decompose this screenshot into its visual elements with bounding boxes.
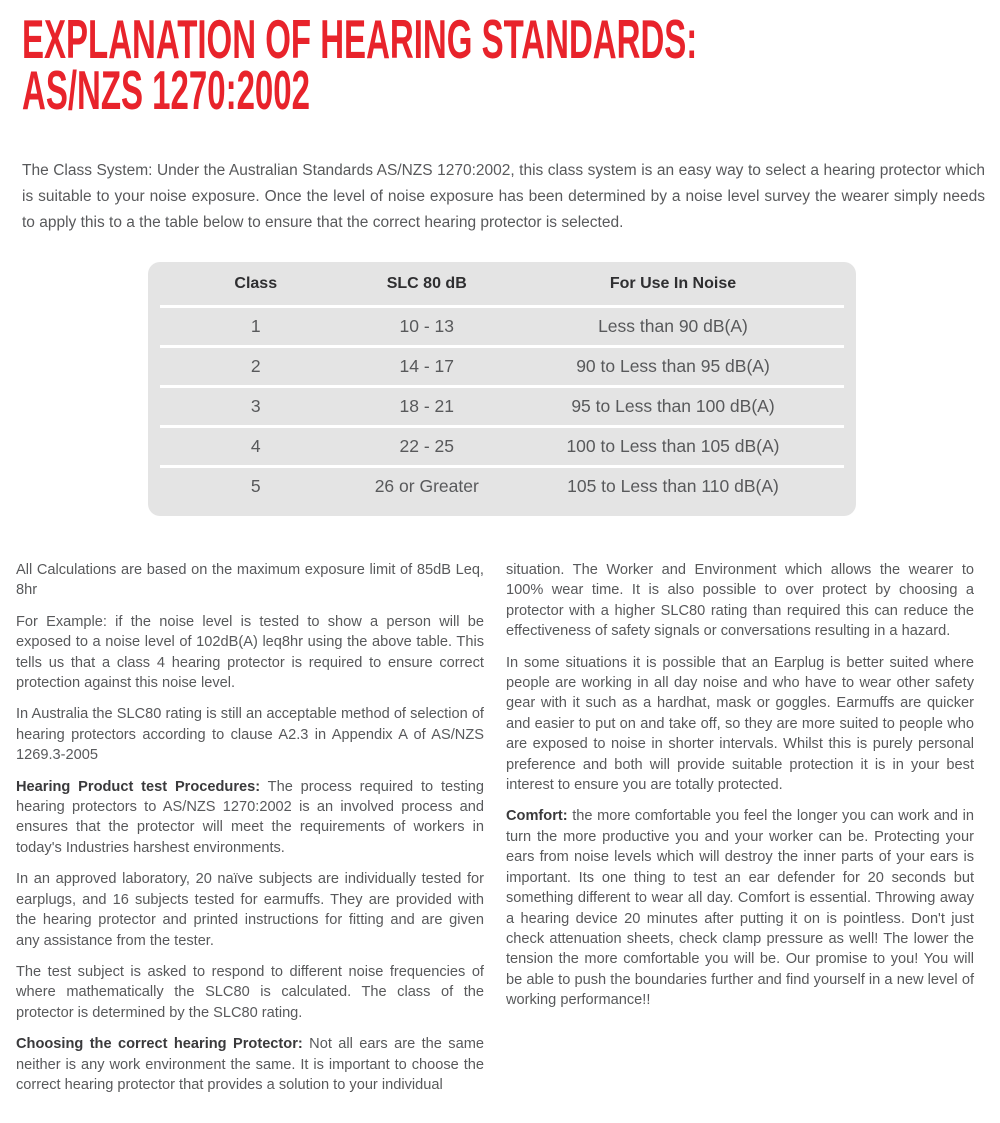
paragraph-lead: Choosing the correct hearing Protector: <box>16 1036 303 1053</box>
body-columns <box>16 560 975 1106</box>
paragraph-text: All Calculations are based on the maximum exposure limit of 85dB Leq, 8hr <box>16 562 484 599</box>
paragraph-text: For Example: if the noise level is tested to show a person will be exposed to a noise level of 102dB(A) leq8hr using the above table. This tells us that a class 4 hearing protector is required to ensure correct protection against this noise level. <box>16 613 484 692</box>
table-cell: 5 <box>250 476 261 497</box>
paragraph <box>16 869 484 951</box>
page-title <box>22 8 1000 121</box>
table-cell: 26 or Greater <box>374 476 479 497</box>
table-row <box>160 466 844 506</box>
paragraph-text: the more comfortable you feel the longer you can work and in turn the more productive you and your worker can be. Protecting your ears from noise levels which will destroy the inner parts of your ears is important. Its one thing to test an ear defender for 20 seconds but something different to wear all day. Comfort is essential. Throwing away a hearing device 20 minutes after putting it on is pointless. Don't just check attenuation sheets, check clamp pressure as well! The lower the tension the more comfortable you will be. Our promise to you! You will be able to push the boundaries further and find yourself in a new level of working performance!! <box>506 808 974 1009</box>
table-cell: 100 to Less than 105 dB(A) <box>502 426 844 466</box>
table-cell: Less than 90 dB(A) <box>502 306 844 346</box>
column-right <box>506 560 974 1106</box>
table-header-noise: For Use In Noise <box>502 264 844 306</box>
table-cell: 22 - 25 <box>352 426 502 466</box>
table-cell: 10 - 13 <box>352 306 502 346</box>
paragraph <box>16 1034 484 1095</box>
table-cell: 14 - 17 <box>352 346 502 386</box>
table-cell: 90 to Less than 95 dB(A) <box>502 346 844 386</box>
table-row <box>160 346 844 386</box>
table-header-row <box>160 264 844 306</box>
table-cell: 4 <box>160 426 352 466</box>
paragraph-text: In some situations it is possible that an Earplug is better suited where people are working in all day noise and who have to wear other safety gear with it such as a hardhat, mask or goggles. Earmuffs are quicker and easier to put on and take off, so they are more suited to people who are exposed to noise in shorter intervals. Whilst this is purely personal preference and both will provide suitable protection it is in your best interest to ensure you are totally protected. <box>506 654 974 794</box>
table-cell: 18 - 21 <box>352 386 502 426</box>
table-cell: 95 to Less than 100 dB(A) <box>502 386 844 426</box>
table-cell: 3 <box>160 386 352 426</box>
table-header-class: Class <box>160 264 352 306</box>
paragraph <box>506 653 974 796</box>
paragraph-lead: Hearing Product test Procedures: <box>16 778 261 795</box>
table-cell: 2 <box>160 346 352 386</box>
table-row <box>160 306 844 346</box>
table-cell: 105 to Less than 110 dB(A) <box>567 476 779 497</box>
table-header-slc: SLC 80 dB <box>352 264 502 306</box>
page-title-line-1: EXPLANATION OF HEARING STANDARDS: <box>22 8 698 70</box>
paragraph <box>506 560 974 642</box>
paragraph <box>16 612 484 694</box>
paragraph-text: In an approved laboratory, 20 naïve subjects are individually tested for earplugs, and 16 subjects tested for earmuffs. They are provided with the hearing protector and printed instructions for fitting and are given any assistance from the tester. <box>16 871 484 949</box>
paragraph-text: The process required to testing hearing protectors to AS/NZS 1270:2002 is an involved process and ensures that the protector will meet the requirements of workers in today's Industries harshest environments. <box>16 778 485 856</box>
paragraph-lead: Comfort: <box>506 808 568 825</box>
table-row <box>160 426 844 466</box>
table-cell: 1 <box>160 306 352 346</box>
paragraph-text: The test subject is asked to respond to different noise frequencies of where mathematically the SLC80 is calculated. The class of the protector is determined by the SLC80 rating. <box>16 963 484 1021</box>
page-title-line-2: AS/NZS 1270:2002 <box>22 59 310 121</box>
paragraph <box>506 806 974 1010</box>
class-table <box>160 264 844 506</box>
paragraph-text: Not all ears are the same neither is any work environment the same. It is important to choose the correct hearing protector that provides a solution to your individual <box>16 1036 484 1093</box>
paragraph-text: situation. The Worker and Environment which allows the wearer to 100% wear time. It is also possible to over protect by choosing a protector with a higher SLC80 rating than required this can reduce the effectiveness of safety signals or conversations resulting in a hazard. <box>506 562 974 640</box>
paragraph <box>16 777 484 859</box>
class-table-body <box>160 306 844 506</box>
hearing-class-table <box>148 262 856 516</box>
paragraph <box>16 704 484 765</box>
column-left <box>16 560 484 1106</box>
paragraph <box>16 962 484 1023</box>
paragraph-text: In Australia the SLC80 rating is still an acceptable method of selection of hearing protectors according to clause A2.3 in Appendix A of AS/NZS 1269.3-2005 <box>16 706 484 764</box>
paragraph <box>16 560 484 601</box>
table-row <box>160 386 844 426</box>
intro-paragraph: The Class System: Under the Australian Standards AS/NZS 1270:2002, this class system is an easy way to select a hearing protector which is suitable to your noise exposure. Once the level of noise exposure has been determined by a noise level survey the wearer simply needs to apply this to a the table below to ensure that the correct hearing protector is selected. <box>22 162 985 231</box>
